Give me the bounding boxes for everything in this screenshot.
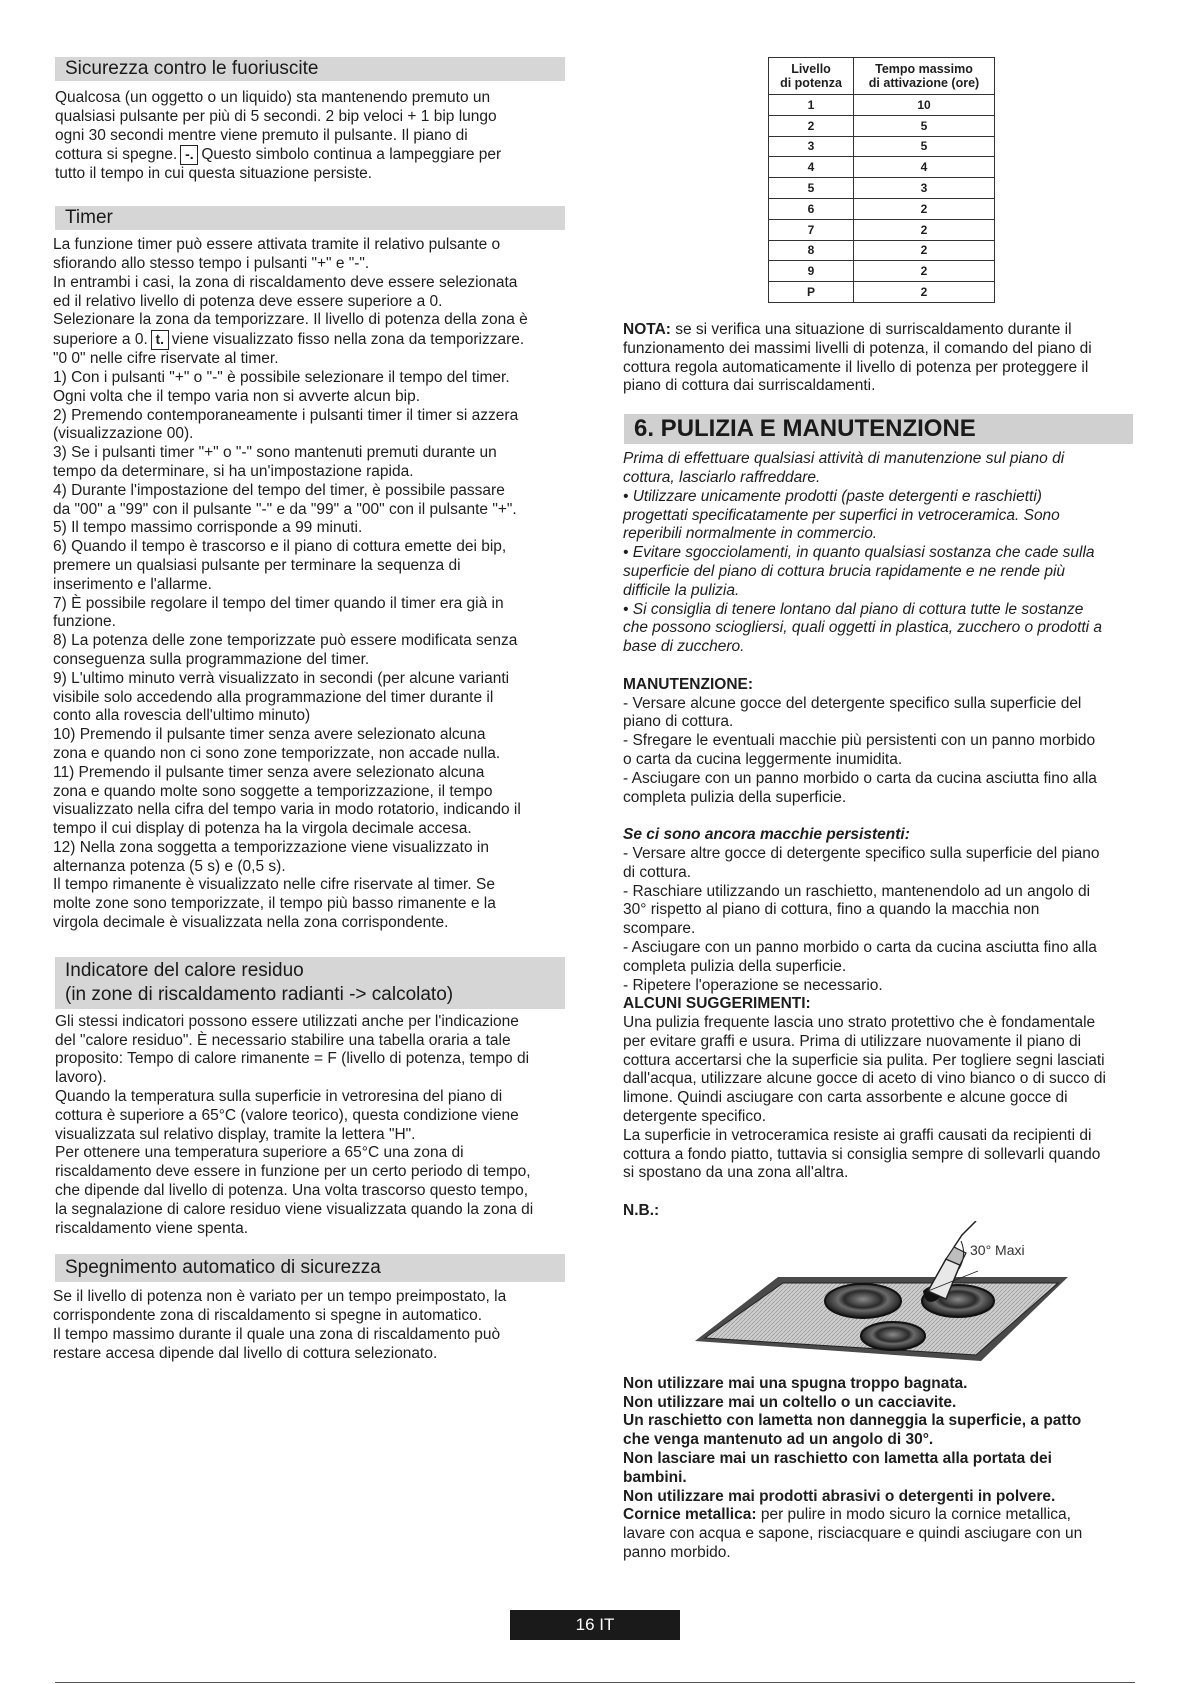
timer-text: La funzione timer può essere attivata tramite il relativo pulsante o sfiorando allo stesso tempo i pulsanti "+" e "-". In entrambi i casi, la zona di riscaldamento deve essere selezionata ed il relativo livello di potenza deve essere superiore a 0. Selezionare la zona da temporizzare. Il livello di potenza della zona è superiore a 0. t. viene visualizzato fisso nella zona da temporizzare. "0 0" nelle cifre riservate al timer. 1) Con i pulsanti "+" o "-" è possibile selezionare il tempo del timer. Ogni volta che il tempo varia non si avverte alcun bip. 2) Premendo contemporaneamente i pulsanti timer il timer si azzera (visualizzazione 00). 3) Se i pulsanti timer "+" o "-" sono mantenuti premuti durante un tempo da determinare, si ha un'impostazione rapida. 4) Durante l'impostazione del tempo del timer, è possibile passare da "00" a "99" con il pulsante "-" e da "99" a "00" con il pulsante "+". 5) Il tempo massimo corrisponde a 99 minuti. 6) Quando il tempo è trascorso e il piano di cottura emette dei bip, premere un qualsiasi pulsante per terminare la sequenza di inserimento e l'allarme. 7) È possibile regolare il tempo del timer quando il timer era già in funzione. 8) La potenza delle zone temporizzate può essere modificata senza conseguenza sulla programmazione del timer. 9) L'ultimo minuto verrà visualizzato in secondi (per alcune varianti visibile solo accedendo alla programmazione del timer durante il conto alla rovescia dell'ultimo minuto) 10) Premendo il pulsante timer senza avere selezionato alcuna zona e quando non ci sono zone temporizzate, non accade nulla. 11) Premendo il pulsante timer senza avere selezionato alcuna zona e quando molte sono soggette a temporizzazione, il tempo visualizzato nella cifra del tempo varia in modo rotatorio, indicando il tempo il cui display di potenza ha la virgola decimale accesa. 12) Nella zona soggetta a temporizzazione viene visualizzato in alternanza potenza (5 s) e (0,5 s). Il tempo rimanente è visualizzato nelle cifre riservate al timer. Se molte zone sono temporizzate, il tempo più basso rimanente e la virgola decimale è visualizzata nella zona corrispondente.: [53, 236, 528, 932]
table-row: 4 4: [769, 157, 995, 178]
table-row: 7 2: [769, 219, 995, 240]
power-level-table-wrap: [768, 57, 995, 303]
maintenance-text: MANUTENZIONE: - Versare alcune gocce del detergente specifico sulla superficie del piano di cottura. - Sfregare le eventuali macchie più persistenti con un panno morbido o carta da cucina leggermente inumidita. - Asciugare con un panno morbido o carta da cucina asciutta fino alla completa pulizia della superficie.: [623, 676, 1133, 808]
residual-heat-text: Gli stessi indicatori possono essere utilizzati anche per l'indicazione del "calore residuo". È necessario stabilire una tabella oraria a tale proposito: Tempo di calore rimanente = F (livello di potenza, tempo di lavoro). Quando la temperatura sulla superficie in vetroresina del piano di cottura è superiore a 65°C (valore teorico), questa condizione viene visualizzata sul relativo display, tramite la lettera "H". Per ottenere una temperatura superiore a 65°C una zona di riscaldamento deve essere in funzione per un certo periodo di tempo, che dipende dal livello di potenza. Una volta trascorso questo tempo, la segnalazione di calore residuo viene visualizzata quando la zona di riscaldamento viene spenta.: [55, 1012, 534, 1237]
right-column: [623, 321, 1133, 1563]
persistent-stains-title: Se ci sono ancora macchie persistenti:: [623, 826, 910, 844]
page-number: 16 IT: [510, 1610, 680, 1640]
burner-3: [861, 1322, 925, 1350]
warnings-text: Non utilizzare mai una spugna troppo bagnata. Non utilizzare mai un coltello o un cacciavite. Un raschietto con lametta non danneggia la superficie, a patto che venga mantenuto ad un angolo di 30°. Non lasciare mai un raschietto con lametta alla portata dei bambini. Non utilizzare mai prodotti abrasivi o detergenti in polvere.: [623, 1374, 1082, 1505]
persistent-stains-text: Se ci sono ancora macchie persistenti: - Versare altre gocce di detergente specifico sulla superficie del piano di cottura. - Raschiare utilizzando un raschietto, mantenendolo ad un angolo di 30° rispetto al piano di cottura, fino a quando la macchia non scompare. - Asciugare con un panno morbido o carta da cucina asciutta fino alla completa pulizia della superficie. - Ripetere l'operazione se necessario. ALCUNI SUGGERIMENTI: Una pulizia frequente lascia uno strato protettivo che è fondamentale per evitare graffi e usura. Prima di utilizzare nuovamente il piano di cottura accertarsi che la superficie sia pulita. Per togliere segni lasciati dall'acqua, utilizzare alcune gocce di aceto di vino bianco o di succo di limone. Quindi asciugare con carta assorbente e alcune gocce di detergente specifico. La superficie in vetroceramica resiste ai graffi causati da recipienti di cottura a fondo piatto, tuttavia si consiglia sempre di sollevarli quando si spostano da una zona all'altra.: [623, 826, 1133, 1183]
section-title-residual-heat: Indicatore del calore residuo (in zone di riscaldamento radianti -> calcolato): [55, 957, 565, 1009]
section-title-timer: Timer: [55, 206, 565, 230]
spill-safety-text: Qualcosa (un oggetto o un liquido) sta mantenendo premuto un qualsiasi pulsante per più di 5 secondi. 2 bip veloci + 1 bip lungo ogni 30 secondi mentre viene premuto il pulsante. Il piano di cottura si spegne. -. Questo simbolo continua a lampeggiare per tutto il tempo in cui questa situazione persiste.: [55, 89, 502, 183]
table-row: 5 3: [769, 178, 995, 199]
display-symbol-icon: -.: [180, 145, 198, 165]
table-row: 6 2: [769, 198, 995, 219]
table-row: 1 10: [769, 95, 995, 116]
hob-scraper-drawing: [623, 1221, 1133, 1371]
burner-1: [825, 1284, 901, 1318]
col-header-level: Livello di potenza: [769, 58, 854, 95]
angle-label: 30° Maxi: [970, 1241, 1025, 1258]
section-title-spill-safety: Sicurezza contro le fuoriuscite: [55, 57, 565, 81]
power-level-table: [768, 57, 995, 303]
auto-shutdown-text: Se il livello di potenza non è variato per un tempo preimpostato, la corrispondente zona di riscaldamento si spegne in automatico. Il tempo massimo durante il quale una zona di riscaldamento può restare accesa dipende dal livello di cottura selezionato.: [53, 1288, 507, 1362]
suggestions-title: ALCUNI SUGGERIMENTI:: [623, 995, 811, 1013]
table-row: 8 2: [769, 240, 995, 261]
scraper-illustration: [623, 1221, 1133, 1371]
table-row: 9 2: [769, 261, 995, 282]
col-header-time: Tempo massimo di attivazione (ore): [854, 58, 995, 95]
metal-frame-text: Cornice metallica: per pulire in modo sicuro la cornice metallica, lavare con acqua e sapone, risciacquare e quindi asciugare con un panno morbido.: [623, 1506, 1083, 1562]
maintenance-title: MANUTENZIONE:: [623, 675, 754, 693]
left-column: [55, 57, 565, 1364]
table-row: P 2: [769, 282, 995, 303]
nota-text: NOTA: se si verifica una situazione di surriscaldamento durante il funzionamento dei massimi livelli di potenza, il comando del piano di cottura regola automaticamente il livello di potenza per proteggere il piano di cottura dai surriscaldamenti.: [623, 321, 1092, 395]
chapter-title-cleaning: 6. PULIZIA E MANUTENZIONE: [624, 414, 1133, 444]
bottom-rule: [55, 1682, 1135, 1683]
table-header-row: [769, 58, 995, 95]
timer-symbol-icon: t.: [151, 330, 169, 350]
cleaning-intro: Prima di effettuare qualsiasi attività di manutenzione sul piano di cottura, lasciarlo raffreddare. • Utilizzare unicamente prodotti (paste detergenti e raschietti) progettati specificatamente per superfici in vetroceramica. Sono reperibili normalmente in commercio. • Evitare sgocciolamenti, in quanto qualsiasi sostanza che cade sulla superficie del piano di cottura brucia rapidamente e ne rende più difficile la pulizia. • Si consiglia di tenere lontano dal piano di cottura tutte le sostanze che possono sciogliersi, quali oggetti in plastica, zucchero o prodotti a base di zucchero.: [623, 450, 1103, 656]
section-title-auto-shutdown: Spegnimento automatico di sicurezza: [55, 1254, 565, 1282]
table-row: 3 5: [769, 136, 995, 157]
table-row: 2 5: [769, 115, 995, 136]
nb-label: N.B.:: [623, 1202, 660, 1220]
